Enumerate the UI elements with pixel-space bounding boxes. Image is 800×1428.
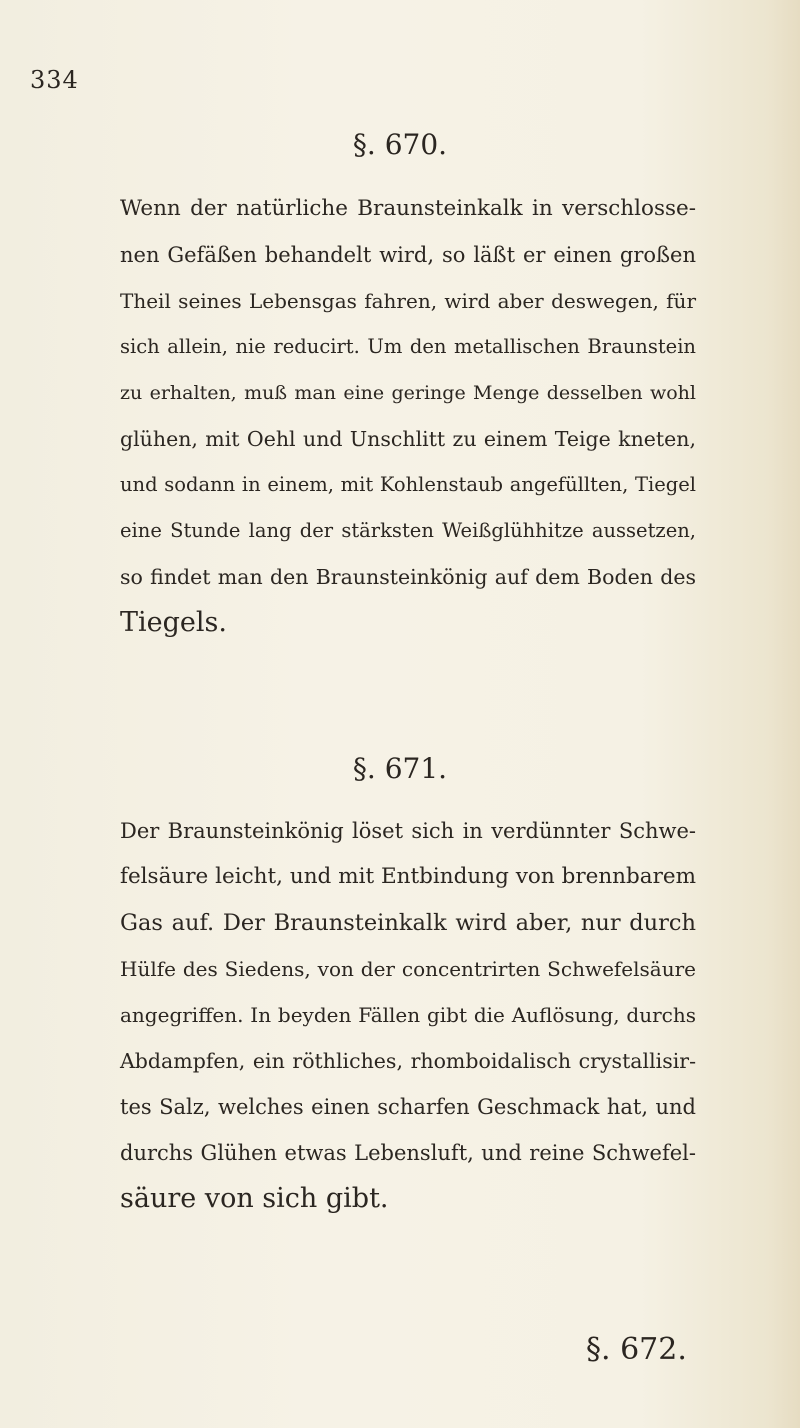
text-line: Hülfe des Siedens, von der concentrirten Schwefelsäure — [120, 957, 696, 981]
text-line: Wenn der natürliche Braunsteinkalk in verschlosse- — [120, 196, 696, 221]
text-line: Tiegels. — [120, 607, 227, 638]
paragraph-670 — [120, 186, 696, 646]
section-heading-670: §. 670. — [352, 128, 448, 161]
text-line: säure von sich gibt. — [120, 1183, 389, 1214]
text-line: zu erhalten, muß man eine geringe Menge desselben wohl — [120, 382, 696, 404]
text-line: sich allein, nie reducirt. Um den metallischen Braunstein — [120, 335, 696, 358]
text-line: eine Stunde lang der stärksten Weißglühhitze aussetzen, — [120, 519, 696, 542]
text-line: und sodann in einem, mit Kohlenstaub angefüllten, Tiegel — [120, 473, 696, 496]
text-line: glühen, mit Oehl und Unschlitt zu einem Teige kneten, — [120, 427, 696, 451]
text-line: nen Gefäßen behandelt wird, so läßt er einen großen — [120, 243, 696, 267]
text-line: so findet man den Braunsteinkönig auf dem Boden des — [120, 565, 696, 589]
text-line: Abdampfen, ein röthliches, rhomboidalisch crystallisir- — [120, 1049, 696, 1073]
text-line: angegriffen. In beyden Fällen gibt die Auflösung, durchs — [120, 1003, 696, 1027]
page-number: 334 — [30, 66, 79, 94]
text-line: Gas auf. Der Braunsteinkalk wird aber, nur durch — [120, 910, 696, 936]
text-line: Theil seines Lebensgas fahren, wird aber deswegen, für — [120, 289, 696, 313]
text-line: Der Braunsteinkönig löset sich in verdünnter Schwe- — [120, 819, 696, 843]
section-heading-671: §. 671. — [352, 752, 448, 785]
text-line: felsäure leicht, und mit Entbindung von brennbarem — [120, 864, 696, 889]
text-line: tes Salz, welches einen scharfen Geschmack hat, und — [120, 1095, 696, 1119]
text-line: durchs Glühen etwas Lebensluft, und reine Schwefel- — [120, 1141, 696, 1165]
catchword: §. 672. — [586, 1332, 687, 1367]
paragraph-671 — [120, 808, 696, 1222]
